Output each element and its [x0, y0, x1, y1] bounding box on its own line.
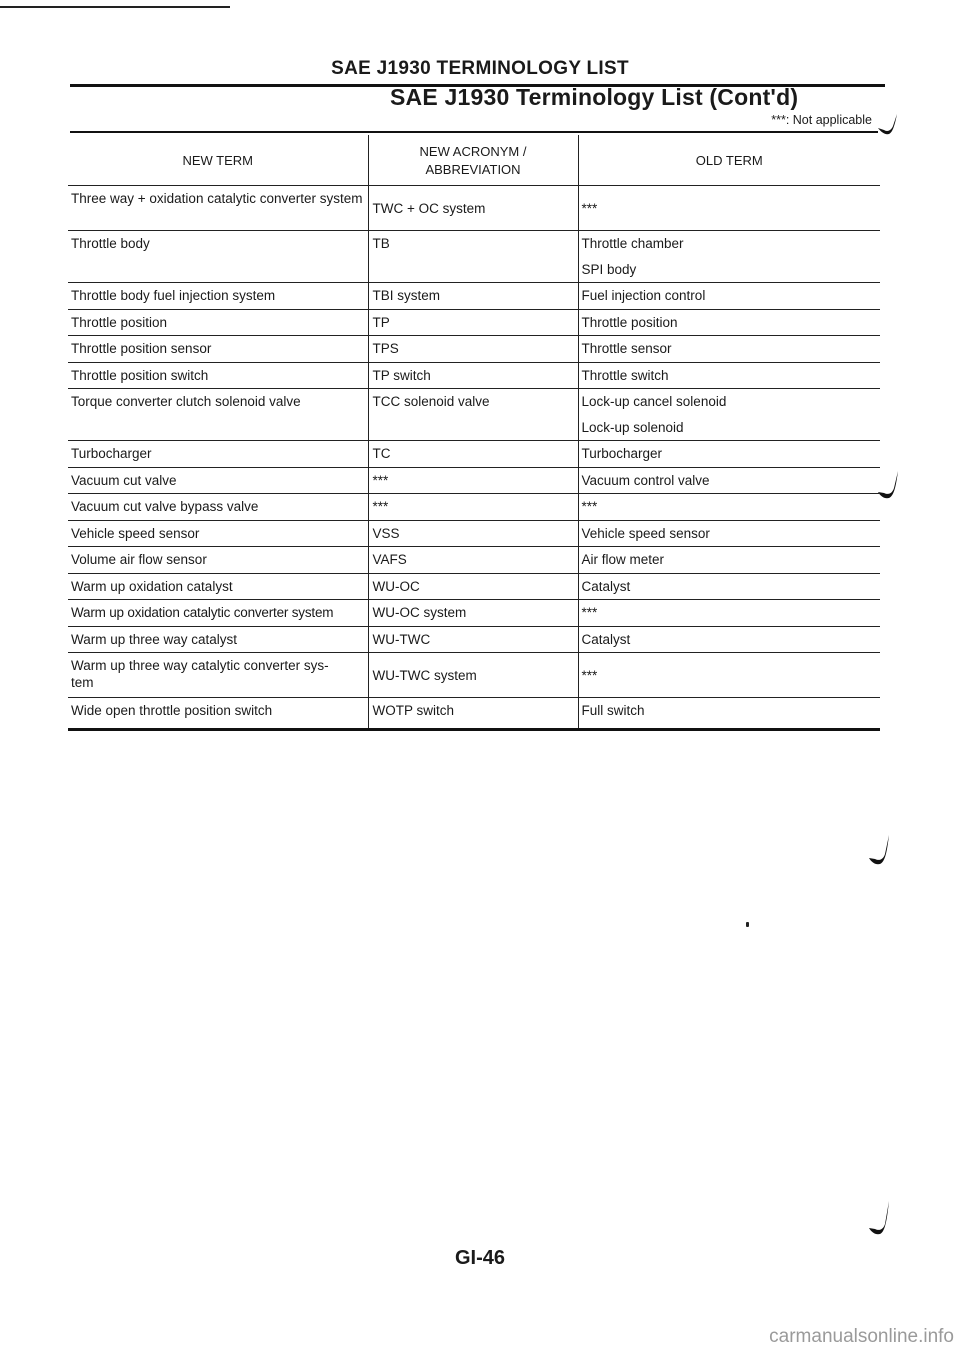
old-term-cell: Catalyst — [578, 573, 880, 600]
heading-rule — [70, 131, 878, 133]
table-row — [68, 309, 880, 336]
table-row — [68, 441, 880, 468]
table-row — [68, 626, 880, 653]
old-term-cell: Turbocharger — [578, 441, 880, 468]
old-term-cell: *** — [578, 600, 880, 627]
header-acronym-text: NEW ACRONYM / ABBREVIATION — [419, 144, 527, 177]
watermark: carmanualsonline.info — [769, 1326, 954, 1347]
check-mark-icon — [866, 832, 894, 868]
table-row — [68, 336, 880, 363]
acronym-cell: *** — [368, 494, 578, 521]
page-heading: SAE J1930 Terminology List (Cont'd) — [390, 84, 799, 110]
table-row — [68, 573, 880, 600]
new-term-cell: Warm up oxidation catalyst — [68, 573, 368, 600]
new-term-cell: Throttle body fuel injection system — [68, 283, 368, 310]
old-term-cell: Vehicle speed sensor — [578, 520, 880, 547]
acronym-cell: VSS — [368, 520, 578, 547]
acronym-cell: TP switch — [368, 362, 578, 389]
new-term-cell: Warm up oxidation catalytic converter system — [68, 600, 368, 627]
acronym-cell: WU-OC — [368, 573, 578, 600]
speck — [746, 922, 749, 927]
new-term-cell: Throttle position switch — [68, 362, 368, 389]
acronym-cell: VAFS — [368, 547, 578, 574]
old-term-cell: Throttle sensor — [578, 336, 880, 363]
top-rule — [0, 6, 230, 8]
acronym-cell: TWC + OC system — [368, 186, 578, 231]
old-term-cell: *** — [578, 494, 880, 521]
table-row — [68, 283, 880, 310]
table-row — [68, 600, 880, 627]
old-term-cell: Throttle position — [578, 309, 880, 336]
new-term-cell: Vacuum cut valve bypass valve — [68, 494, 368, 521]
old-term-cell: Catalyst — [578, 626, 880, 653]
acronym-cell: WU-TWC — [368, 626, 578, 653]
acronym-cell: TC — [368, 441, 578, 468]
new-term-cell: Turbocharger — [68, 441, 368, 468]
section-title: SAE J1930 TERMINOLOGY LIST — [331, 58, 629, 79]
terminology-table — [68, 135, 880, 731]
table-row — [68, 389, 880, 441]
old-term-cell: Vacuum control valve — [578, 467, 880, 494]
table-header-row — [68, 135, 880, 186]
table-row — [68, 362, 880, 389]
table-row — [68, 520, 880, 547]
new-term-cell: Volume air flow sensor — [68, 547, 368, 574]
acronym-cell: TBI system — [368, 283, 578, 310]
new-term-cell: Wide open throttle position switch — [68, 698, 368, 730]
old-term-cell: *** — [578, 186, 880, 231]
acronym-cell: WU-OC system — [368, 600, 578, 627]
legend-note: ***: Not applicable — [771, 113, 872, 127]
old-term-cell: Full switch — [578, 698, 880, 730]
table-row — [68, 698, 880, 730]
new-term-cell: Torque converter clutch solenoid valve — [68, 389, 368, 441]
acronym-cell: TPS — [368, 336, 578, 363]
new-term-cell: Warm up three way catalytic converter sys-tem — [68, 653, 368, 698]
acronym-cell: TB — [368, 231, 578, 283]
check-mark-icon — [866, 1198, 894, 1238]
new-term-cell: Throttle position sensor — [68, 336, 368, 363]
table-row — [68, 494, 880, 521]
acronym-cell: WOTP switch — [368, 698, 578, 730]
table-row — [68, 467, 880, 494]
old-term-cell: Fuel injection control — [578, 283, 880, 310]
old-term-cell: Lock-up cancel solenoid Lock-up solenoid — [578, 389, 880, 441]
new-term-cell: Warm up three way catalyst — [68, 626, 368, 653]
table-row — [68, 231, 880, 283]
old-term-cell: Throttle switch — [578, 362, 880, 389]
header-old-term: OLD TERM — [578, 135, 880, 186]
header-new-term: NEW TERM — [68, 135, 368, 186]
new-term-cell: Throttle body — [68, 231, 368, 283]
table-row — [68, 653, 880, 698]
new-term-cell: Three way + oxidation catalytic converter system — [68, 186, 368, 231]
new-term-cell: Vacuum cut valve — [68, 467, 368, 494]
old-term-cell: *** — [578, 653, 880, 698]
old-term-cell: Air flow meter — [578, 547, 880, 574]
table-row — [68, 186, 880, 231]
acronym-cell: WU-TWC system — [368, 653, 578, 698]
old-term-cell: Throttle chamber SPI body — [578, 231, 880, 283]
acronym-cell: TP — [368, 309, 578, 336]
new-term-cell: Throttle position — [68, 309, 368, 336]
page-number: GI-46 — [454, 1247, 506, 1269]
new-term-cell: Vehicle speed sensor — [68, 520, 368, 547]
header-acronym — [368, 135, 578, 186]
acronym-cell: *** — [368, 467, 578, 494]
table-row — [68, 547, 880, 574]
acronym-cell: TCC solenoid valve — [368, 389, 578, 441]
